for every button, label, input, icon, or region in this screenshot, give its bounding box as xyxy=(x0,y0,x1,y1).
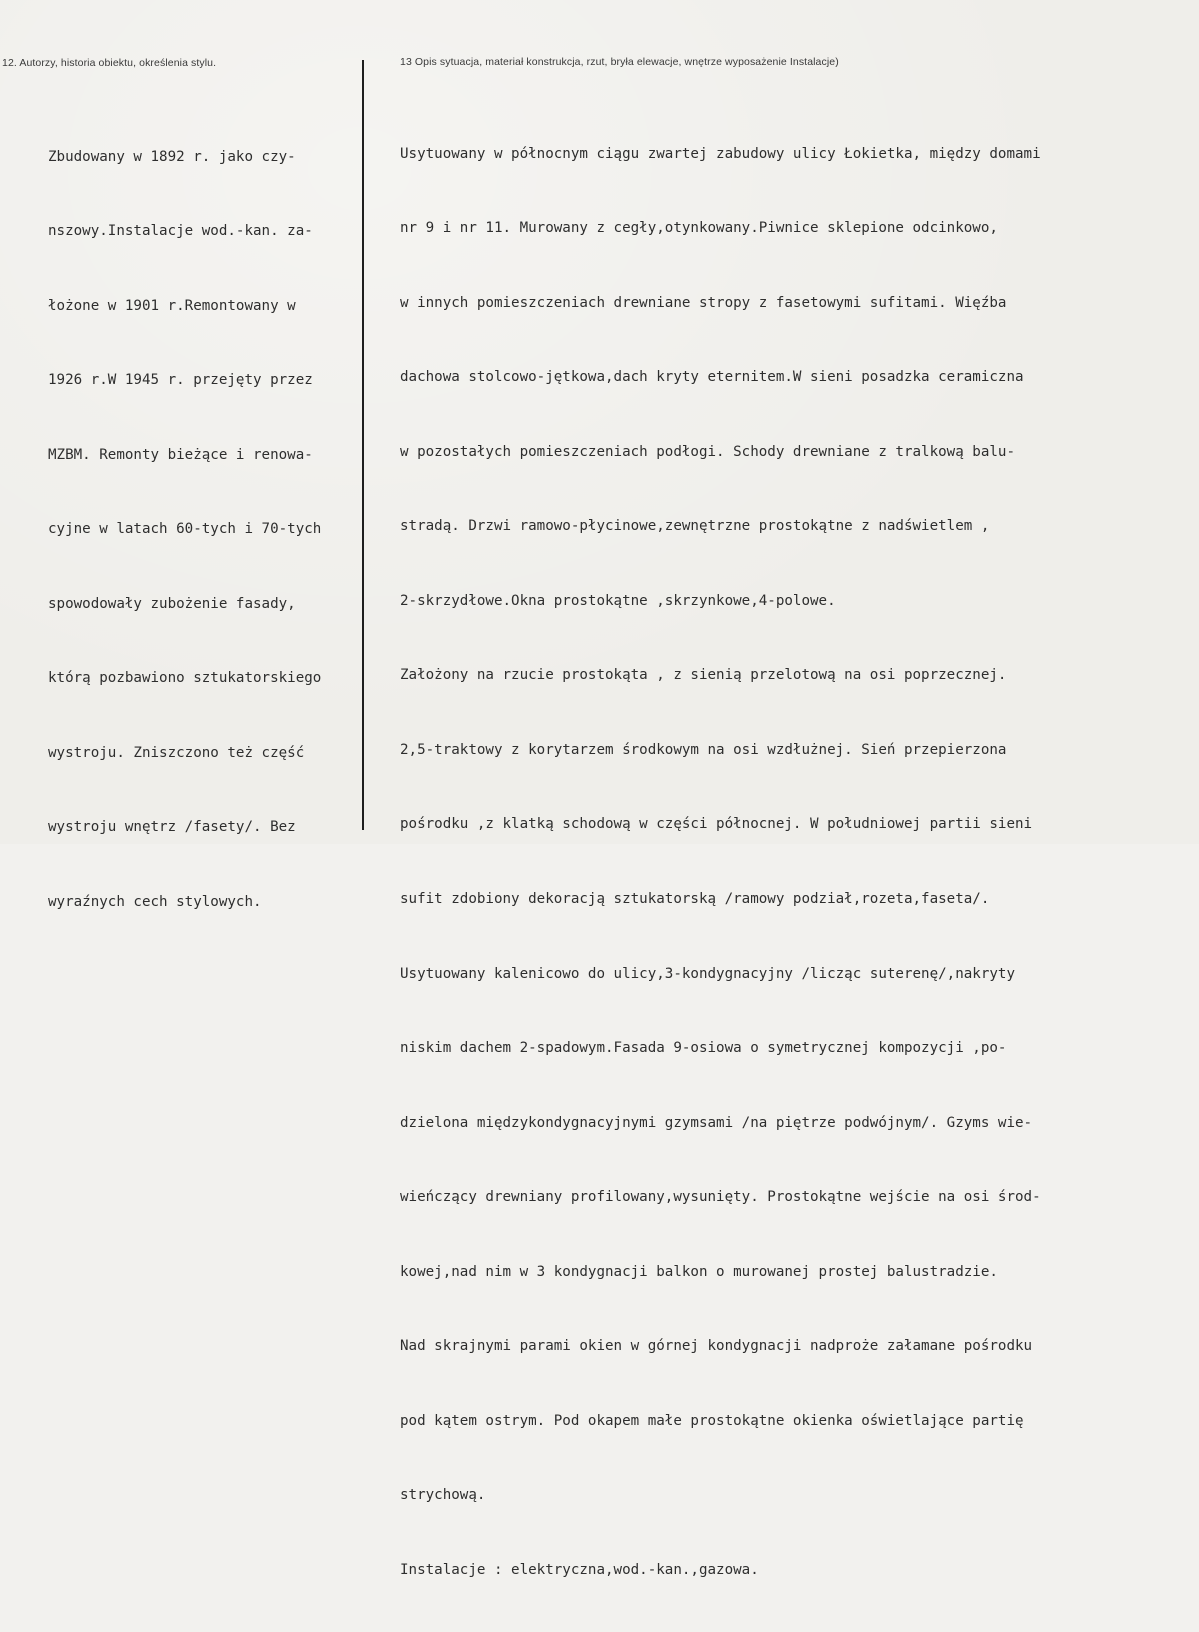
history-line: którą pozbawiono sztukatorskiego xyxy=(48,670,322,687)
history-line: 1926 r.W 1945 r. przejęty przez xyxy=(48,372,313,389)
description-line: 2-skrzydłowe.Okna prostokątne ,skrzynkowe,4-polowe. xyxy=(400,592,836,609)
history-line: spowodowały zubożenie fasady, xyxy=(48,595,296,612)
history-text xyxy=(48,95,321,965)
description-line: Usytuowany kalenicowo do ulicy,3-kondygnacyjny /licząc suterenę/,nakryty xyxy=(400,965,1015,982)
description-line: stradą. Drzwi ramowo-płycinowe,zewnętrzne prostokątne z nadświetlem , xyxy=(400,518,990,535)
history-line: wyraźnych cech stylowych. xyxy=(48,894,262,910)
description-line: Usytuowany w północnym ciągu zwartej zabudowy ulicy Łokietka, między domami xyxy=(400,145,1041,162)
description-line: strychową. xyxy=(400,1487,486,1504)
history-line: MZBM. Remonty bieżące i renowa- xyxy=(48,446,313,463)
description-line: Założony na rzucie prostokąta , z sienią przelotową na osi poprzecznej. xyxy=(400,667,1007,684)
description-line: dzielona międzykondygnacyjnymi gzymsami /na piętrze podwójnym/. Gzyms wie- xyxy=(400,1114,1033,1131)
history-line: Zbudowany w 1892 r. jako czy- xyxy=(48,148,296,165)
description-line: Nad skrajnymi parami okien w górnej kondygnacji nadproże załamane pośrodku xyxy=(400,1338,1033,1355)
description-line: kowej,nad nim w 3 kondygnacji balkon o murowanej prostej balustradzie. xyxy=(400,1263,998,1280)
section-12-header: 12. Autorzy, historia obiektu, określenia stylu. xyxy=(2,57,217,69)
description-line: 2,5-traktowy z korytarzem środkowym na osi wzdłużnej. Sień przepierzona xyxy=(400,741,1007,758)
description-text xyxy=(400,92,1041,1632)
description-line: nr 9 i nr 11. Murowany z cegły,otynkowany.Piwnice sklepione odcinkowo, xyxy=(400,220,998,237)
history-line: cyjne w latach 60-tych i 70-tych xyxy=(48,521,322,538)
history-line: łożone w 1901 r.Remontowany w xyxy=(48,297,296,314)
description-line: pod kątem ostrym. Pod okapem małe prostokątne okienka oświetlające partię xyxy=(400,1412,1024,1429)
description-line: pośrodku ,z klatką schodową w części północnej. W południowej partii sieni xyxy=(400,816,1033,833)
description-line: dachowa stolcowo-jętkowa,dach kryty eternitem.W sieni posadzka ceramiczna xyxy=(400,369,1024,386)
history-line: wystroju wnętrz /fasety/. Bez xyxy=(48,819,296,836)
history-line: nszowy.Instalacje wod.-kan. za- xyxy=(48,223,313,240)
section-13-header: 13 Opis sytuacja, materiał konstrukcja, rzut, bryła elewacje, wnętrze wyposażenie Instalacje) xyxy=(400,56,839,68)
description-line: w pozostałych pomieszczeniach podłogi. Schody drewniane z tralkową balu- xyxy=(400,443,1015,460)
description-line: wieńczący drewniany profilowany,wysunięty. Prostokątne wejście na osi środ- xyxy=(400,1189,1041,1206)
description-line: w innych pomieszczeniach drewniane stropy z fasetowymi sufitami. Więźba xyxy=(400,294,1007,311)
description-line: niskim dachem 2-spadowym.Fasada 9-osiowa o symetrycznej kompozycji ,po- xyxy=(400,1040,1007,1057)
description-line: Instalacje : elektryczna,wod.-kan.,gazowa. xyxy=(400,1561,759,1578)
column-divider xyxy=(362,60,364,830)
description-line: sufit zdobiony dekoracją sztukatorską /ramowy podział,rozeta,faseta/. xyxy=(400,891,990,907)
history-line: wystroju. Zniszczono też część xyxy=(48,744,305,761)
